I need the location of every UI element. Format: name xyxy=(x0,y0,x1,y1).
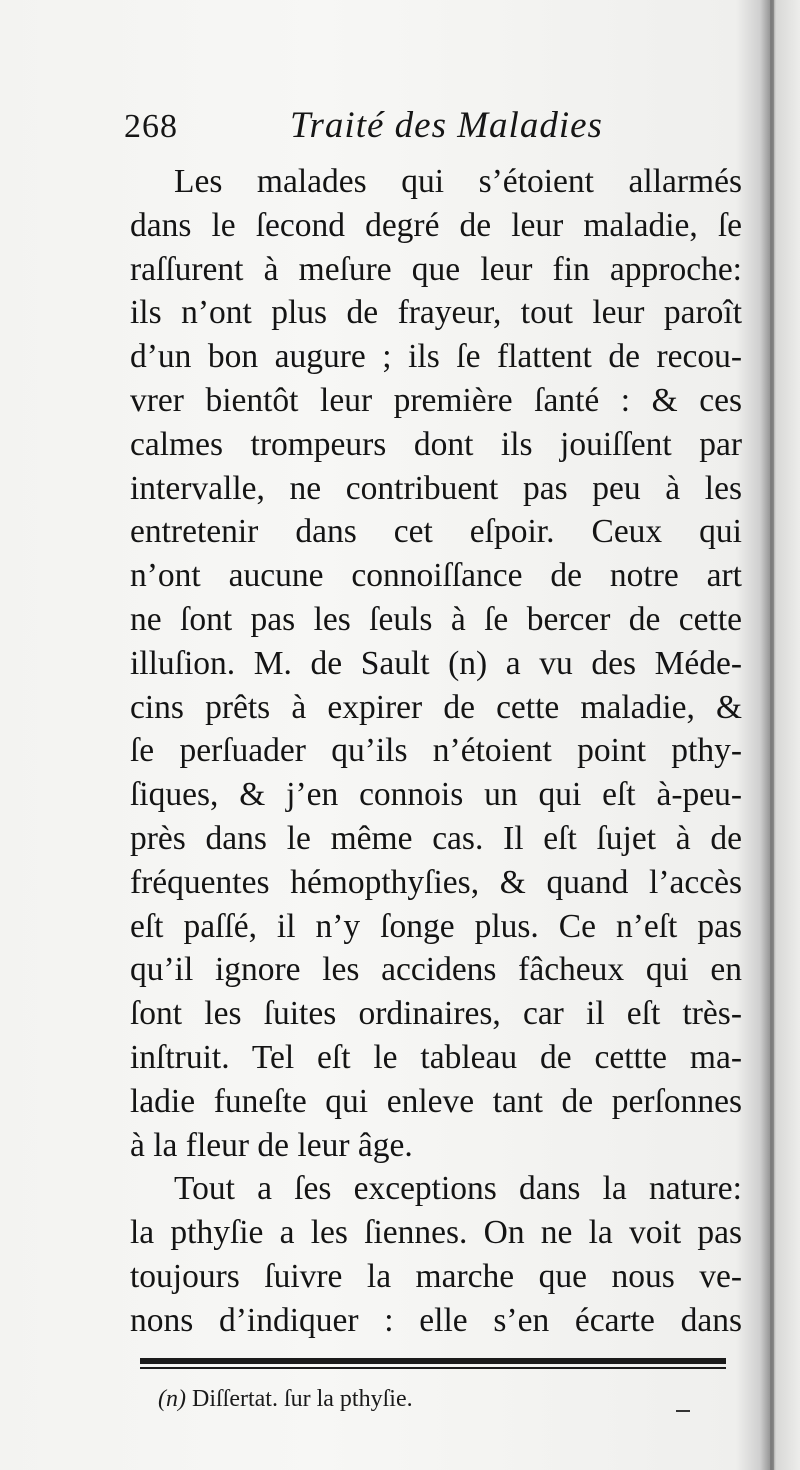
text-line: Les malades qui s’étoient allarmés xyxy=(174,163,742,200)
running-title: Traité des Maladies xyxy=(290,105,603,146)
text-line: eſt paſſé, il n’y ſonge plus. Ce n’eſt pas xyxy=(130,907,742,945)
text-line: entretenir dans cet eſpoir. Ceux qui xyxy=(130,513,742,551)
text-line: Tout a ſes exceptions dans la nature: xyxy=(174,1170,742,1208)
text-line: ils n’ont plus de frayeur, tout leur paroît xyxy=(130,294,742,332)
text-line: ſiques, & j’en connois un qui eſt à-peu- xyxy=(130,776,742,814)
paragraph xyxy=(130,160,742,1167)
text-line: ſont les ſuites ordinaires, car il eſt très- xyxy=(130,995,742,1033)
text-line: illuſion. M. de Sault (n) a vu des Méde- xyxy=(130,644,742,682)
footnote-text: Diſſertat. ſur la pthyſie. xyxy=(191,1386,413,1412)
text-line: ſe perſuader qu’ils n’étoient point pthy- xyxy=(130,732,742,770)
footnote-mark: (n) xyxy=(158,1386,186,1412)
paragraph xyxy=(130,1167,742,1342)
text-line: fréquentes hémopthyſies, & quand l’accès xyxy=(130,863,742,901)
page-header xyxy=(124,104,644,150)
text-line: cins prêts à expirer de cette maladie, & xyxy=(130,688,742,726)
text-line: d’un bon augure ; ils ſe flattent de recou- xyxy=(130,338,742,376)
footnote xyxy=(158,1386,413,1413)
text-line: toujours ſuivre la marche que nous ve- xyxy=(130,1257,742,1295)
body-text xyxy=(130,160,742,1343)
text-line: ne ſont pas les ſeuls à ſe bercer de cette xyxy=(130,600,742,638)
text-line: nons d’indiquer : elle s’en écarte dans xyxy=(130,1301,742,1339)
text-line: ladie funeſte qui enleve tant de perſonnes xyxy=(130,1082,742,1120)
text-line: à la fleur de leur âge. xyxy=(130,1126,413,1164)
text-line: qu’il ignore les accidens fâcheux qui en xyxy=(130,951,742,989)
text-line: n’ont aucune connoiſſance de notre art xyxy=(130,557,742,595)
page-number: 268 xyxy=(124,108,178,145)
margin-dash xyxy=(676,1410,690,1412)
text-line: raſſurent à meſure que leur fin approche: xyxy=(130,250,742,288)
text-line: la pthyſie a les ſiennes. On ne la voit pas xyxy=(130,1214,742,1252)
text-line: dans le ſecond degré de leur maladie, ſe xyxy=(130,206,742,244)
page-gutter-edge xyxy=(770,0,774,1470)
text-line: inſtruit. Tel eſt le tableau de cettte ma- xyxy=(130,1038,742,1076)
footnote-rule xyxy=(140,1358,726,1364)
text-line: intervalle, ne contribuent pas peu à les xyxy=(130,469,742,507)
text-line: calmes trompeurs dont ils jouiſſent par xyxy=(130,425,742,463)
text-line: vrer bientôt leur première ſanté : & ces xyxy=(130,381,742,419)
text-line: près dans le même cas. Il eſt ſujet à de xyxy=(130,819,742,857)
